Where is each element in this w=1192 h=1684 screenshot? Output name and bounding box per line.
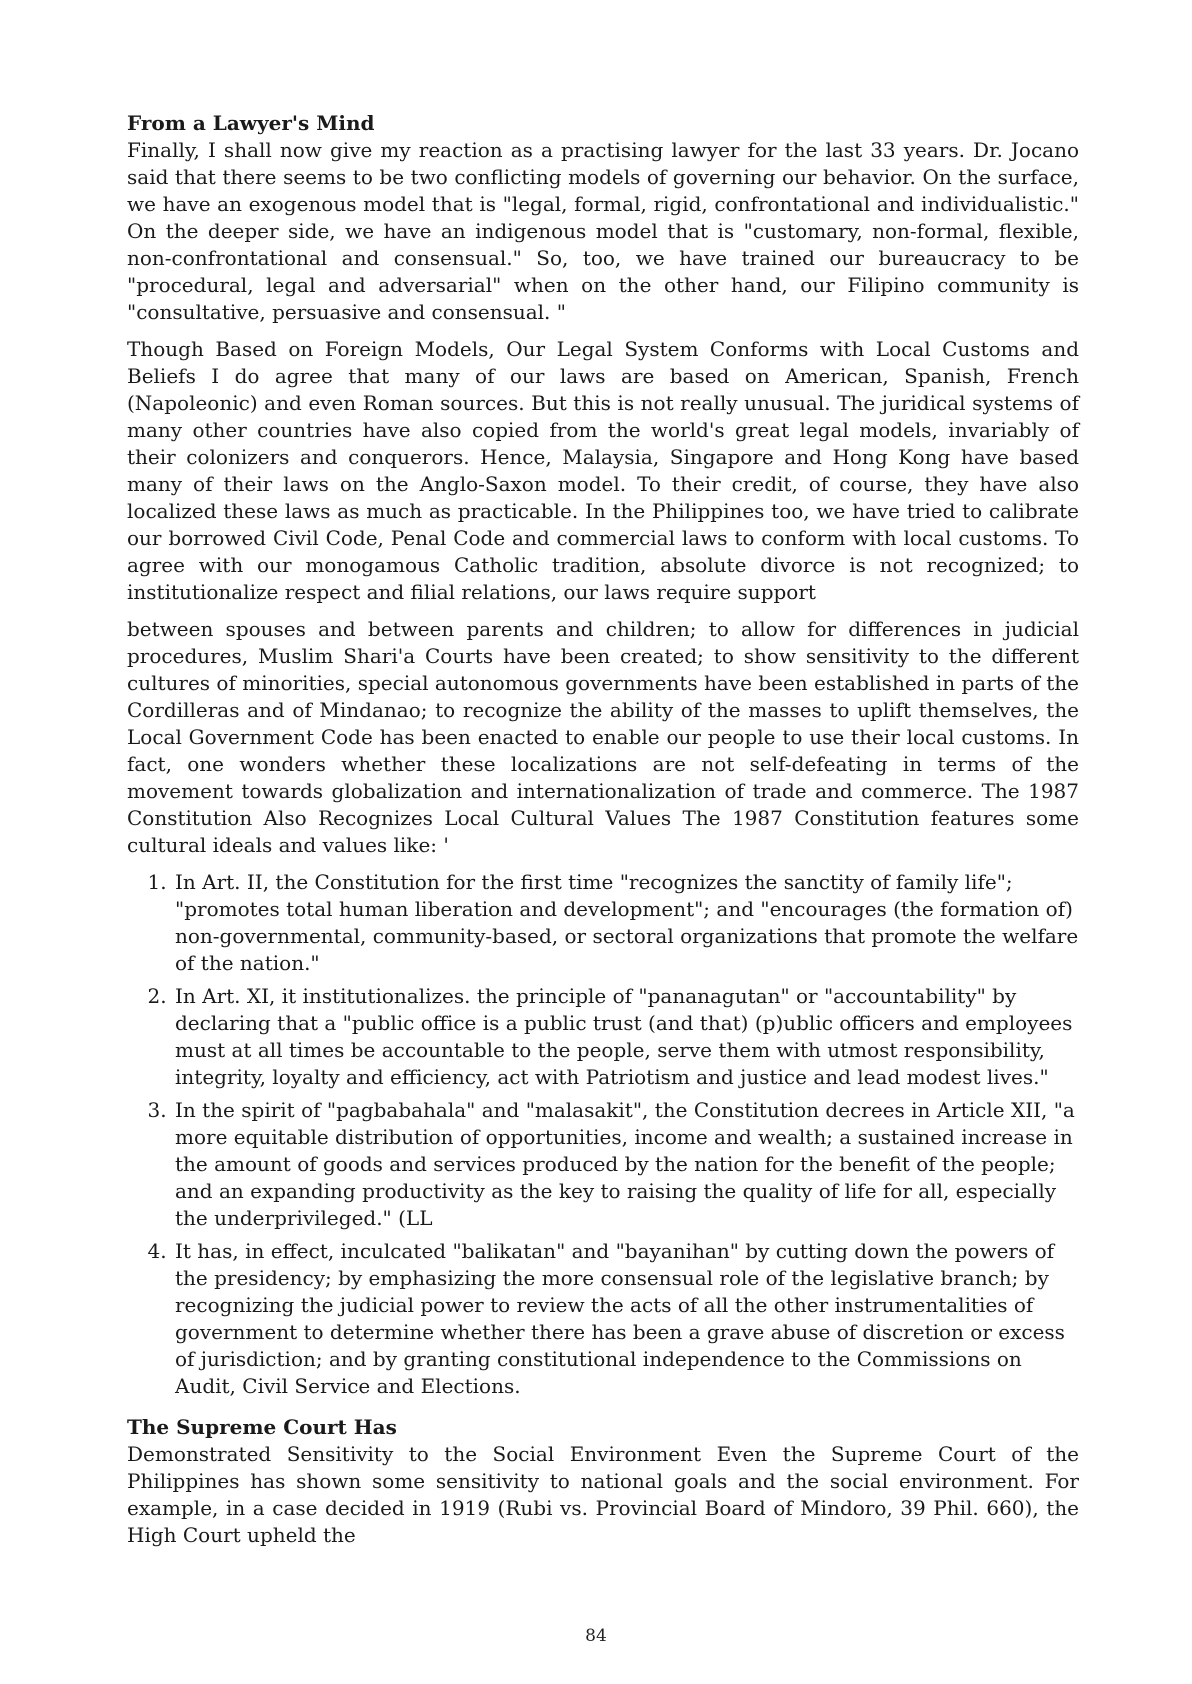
section-heading-lawyers-mind: From a Lawyer's Mind xyxy=(127,111,375,135)
section-heading-supreme-court: The Supreme Court Has xyxy=(127,1415,397,1439)
page-number: 84 xyxy=(585,1626,607,1646)
list-item: 3. In the spirit of "pagbabahala" and "malasakit", the Constitution decrees in Article XII, "a more equitable distribution of opportunities, income and wealth; a sustained increase in the amount of goods and services produced by the nation for the benefit of the people; and an expanding productivity as the key to raising the quality of life for all, especially the underprivileged." (LL xyxy=(173,1097,1079,1232)
paragraph-lawyer-reaction: Finally, I shall now give my reaction as a practising lawyer for the last 33 years. Dr. Jocano said that there seems to be two conflicting models of governing our behavior. On the surface, we have an exogenous model that is "legal, formal, rigid, confrontational and individualistic." On the deeper side, we have an indigenous model that is "customary, non-formal, flexible, non-confrontational and consensual." So, too, we have trained our bureaucracy to be "procedural, legal and adversarial" when on the other hand, our Filipino community is "consultative, persuasive and consensual. " xyxy=(127,138,1079,324)
list-item: 4. It has, in effect, inculcated "balikatan" and "bayanihan" by cutting down the powers of the presidency; by emphasizing the more consensual role of the legislative branch; by recognizing the judicial power to review the acts of all the other instrumentalities of government to determine whether there has been a grave abuse of discretion or excess of jurisdiction; and by granting constitutional independence to the Commissions on Audit, Civil Service and Elections. xyxy=(173,1238,1079,1400)
document-page xyxy=(127,110,1079,1549)
paragraph-foreign-models: Though Based on Foreign Models, Our Legal System Conforms with Local Customs and Beliefs I do agree that many of our laws are based on American, Spanish, French (Napoleonic) and even Roman sources. But this is not really unusual. The juridical systems of many other countries have also copied from the world's great legal models, invariably of their colonizers and conquerors. Hence, Malaysia, Singapore and Hong Kong have based many of their laws on the Anglo-Saxon model. To their credit, of course, they have also localized these laws as much as practicable. In the Philippines too, we have tried to calibrate our borrowed Civil Code, Penal Code and commercial laws to conform with local customs. To agree with our monogamous Catholic tradition, absolute divorce is not recognized; to institutionalize respect and filial relations, our laws require support xyxy=(127,337,1079,604)
paragraph-localizations: between spouses and between parents and children; to allow for differences in judicial procedures, Muslim Shari'a Courts have been created; to show sensitivity to the different cultures of minorities, special autonomous governments have been established in parts of the Cordilleras and of Mindanao; to recognize the ability of the masses to uplift themselves, the Local Government Code has been enacted to enable our people to use their local customs. In fact, one wonders whether these localizations are not self-defeating in terms of the movement towards globalization and internationalization of trade and commerce. The 1987 Constitution Also Recognizes Local Cultural Values The 1987 Constitution features some cultural ideals and values like: ' xyxy=(127,617,1079,857)
list-item: 1. In Art. II, the Constitution for the first time "recognizes the sanctity of family life"; "promotes total human liberation and development"; and "encourages (the formation of) non-governmental, community-based, or sectoral organizations that promote the welfare of the nation." xyxy=(173,869,1079,977)
paragraph-supreme-court: Demonstrated Sensitivity to the Social Environment Even the Supreme Court of the Philippines has shown some sensitivity to national goals and the social environment. For example, in a case decided in 1919 (Rubi vs. Provincial Board of Mindoro, 39 Phil. 660), the High Court upheld the xyxy=(127,1442,1079,1547)
list-item: 2. In Art. XI, it institutionalizes. the principle of "pananagutan" or "accountability" by declaring that a "public office is a public trust (and that) (p)ublic officers and employees must at all times be accountable to the people, serve them with utmost responsibility, integrity, loyalty and efficiency, act with Patriotism and justice and lead modest lives." xyxy=(173,983,1079,1091)
constitution-values-list xyxy=(127,869,1079,1400)
